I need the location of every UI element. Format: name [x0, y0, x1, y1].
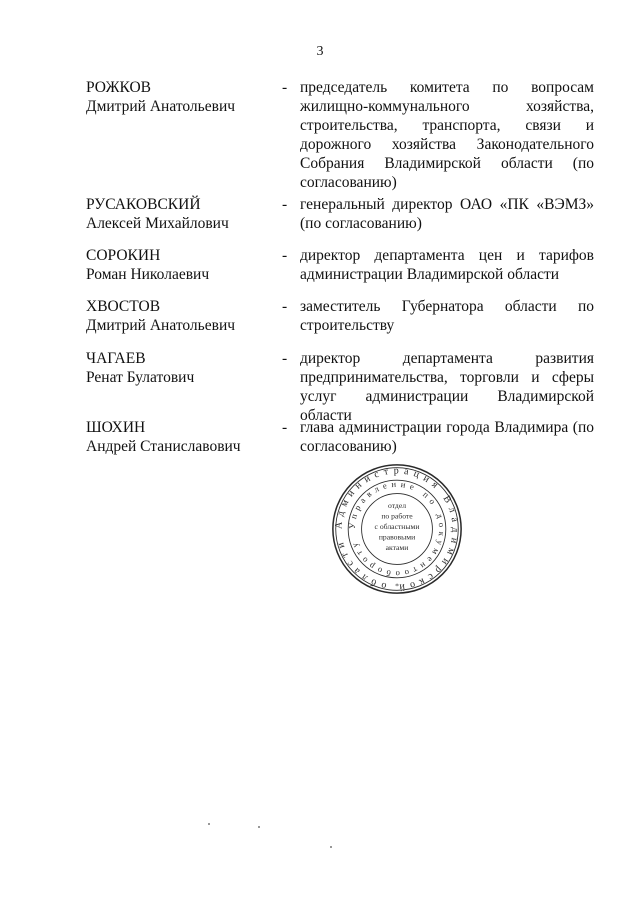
official-stamp — [330, 462, 464, 596]
stamp-star-icon: * — [395, 581, 399, 591]
separator-dash: - — [282, 419, 288, 436]
member-given-name: Ренат Булатович — [86, 369, 195, 386]
member-given-name: Дмитрий Анатольевич — [86, 317, 236, 334]
member-name — [86, 246, 276, 284]
position-line: директор департамента цен и тарифов — [300, 247, 594, 264]
separator-dash: - — [282, 196, 288, 213]
position-line: директор департамента развития — [300, 350, 594, 367]
position-line: Собрания Владимирской области (по — [300, 155, 594, 172]
position-line: жилищно-коммунального хозяйства, — [300, 98, 594, 115]
member-surname: ЧАГАЕВ — [86, 350, 146, 367]
separator-dash: - — [282, 247, 288, 264]
scan-speck — [208, 823, 210, 825]
member-given-name: Роман Николаевич — [86, 266, 210, 283]
member-surname: СОРОКИН — [86, 247, 161, 264]
position-line: согласованию) — [300, 438, 397, 455]
position-line: услуг администрации Владимирской области — [300, 388, 594, 424]
separator-dash: - — [282, 298, 288, 315]
position-line: генеральный директор ОАО «ПК «ВЭМЗ» — [300, 196, 594, 213]
member-surname: ШОХИН — [86, 419, 146, 436]
member-name — [86, 349, 276, 387]
member-position — [300, 297, 594, 335]
scan-speck — [258, 826, 260, 828]
position-line: строительству — [300, 317, 395, 334]
member-given-name: Дмитрий Анатольевич — [86, 98, 236, 115]
position-line: строительства, транспорта, связи и — [300, 117, 594, 134]
stamp-center-line: правовыми — [378, 532, 416, 542]
stamp-center-line: отдел — [387, 500, 407, 510]
member-surname: РОЖКОВ — [86, 79, 151, 96]
member-position — [300, 349, 594, 425]
page-number: 3 — [316, 44, 324, 59]
member-given-name: Андрей Станиславович — [86, 438, 241, 455]
position-line: дорожного хозяйства Законодательного — [300, 136, 594, 153]
member-position — [300, 246, 594, 284]
stamp-center-line: с областными — [374, 522, 420, 531]
member-name — [86, 195, 276, 233]
separator-dash: - — [282, 350, 288, 367]
member-given-name: Алексей Михайлович — [86, 215, 229, 232]
member-name — [86, 78, 276, 116]
position-line: председатель комитета по вопросам — [300, 79, 594, 96]
position-line: глава администрации города Владимира (по — [300, 419, 594, 436]
member-name — [86, 297, 276, 335]
position-line: администрации Владимирской области — [300, 266, 560, 283]
member-position — [300, 195, 594, 233]
member-surname: РУСАКОВСКИЙ — [86, 196, 201, 213]
stamp-center-line: актами — [385, 543, 409, 553]
member-surname: ХВОСТОВ — [86, 298, 161, 315]
position-line: (по согласованию) — [300, 215, 422, 232]
scan-speck — [330, 846, 332, 848]
stamp-center-line: по работе — [381, 511, 413, 521]
position-line: заместитель Губернатора области по — [300, 298, 594, 315]
member-name — [86, 418, 276, 456]
stamp-outer-text: Администрация Владимирской области — [333, 465, 461, 593]
stamp-middle-text: Управление по документообороту — [346, 478, 448, 580]
position-line: согласованию) — [300, 174, 397, 191]
separator-dash: - — [282, 79, 288, 96]
member-position — [300, 418, 594, 456]
position-line: предпринимательства, торговли и сферы — [300, 369, 594, 386]
member-position — [300, 78, 594, 192]
